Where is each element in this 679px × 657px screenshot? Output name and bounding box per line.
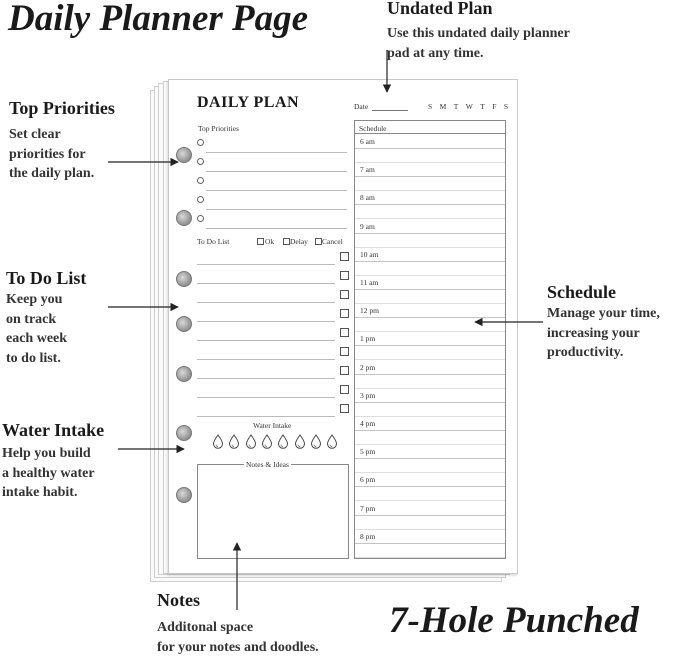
todo-line: on track xyxy=(6,310,67,330)
undated-line: pad at any time. xyxy=(387,44,570,64)
status-cancel-label: Cancel xyxy=(322,237,343,246)
todo-title: To Do List xyxy=(6,268,86,289)
date-label: Date xyxy=(354,102,368,111)
weekday-letter[interactable]: T xyxy=(480,102,485,111)
todo-label: To Do List xyxy=(197,237,229,246)
priorities-label: Top Priorities xyxy=(198,124,239,133)
planner-title: DAILY PLAN xyxy=(197,94,299,112)
water-label: Water Intake xyxy=(253,421,291,430)
water-line: a healthy water xyxy=(2,464,95,484)
priorities-line: the daily plan. xyxy=(9,164,94,184)
schedule-time-label: 1 pm xyxy=(360,334,375,343)
footer-headline: 7-Hole Punched xyxy=(389,599,639,642)
priorities-line: Set clear xyxy=(9,125,94,145)
weekday-letter[interactable]: S xyxy=(504,102,508,111)
notes-line: Additonal space xyxy=(157,618,319,638)
todo-line: Keep you xyxy=(6,290,67,310)
weekday-letter[interactable]: M xyxy=(440,102,447,111)
schedule-title: Schedule xyxy=(547,282,616,303)
schedule-time-label: 11 am xyxy=(360,278,378,287)
schedule-line: productivity. xyxy=(547,343,660,363)
priorities-line: priorities for xyxy=(9,145,94,165)
schedule-time-label: 5 pm xyxy=(360,447,375,456)
water-line: intake habit. xyxy=(2,483,95,503)
status-delay-label: Delay xyxy=(290,237,308,246)
priorities-title: Top Priorities xyxy=(9,98,115,119)
schedule-line: increasing your xyxy=(547,324,660,344)
page-headline: Daily Planner Page xyxy=(8,0,308,40)
status-ok-label: Ok xyxy=(265,237,274,246)
schedule-time-label: 7 pm xyxy=(360,504,375,513)
schedule-time-label: 10 am xyxy=(360,250,379,259)
undated-title: Undated Plan xyxy=(387,0,493,19)
schedule-time-label: 9 am xyxy=(360,222,375,231)
schedule-time-label: 6 am xyxy=(360,137,375,146)
schedule-time-label: 3 pm xyxy=(360,391,375,400)
weekday-letter[interactable]: F xyxy=(492,102,496,111)
weekday-letter[interactable]: S xyxy=(428,102,432,111)
schedule-time-label: 4 pm xyxy=(360,419,375,428)
water-title: Water Intake xyxy=(2,420,104,441)
schedule-label: Schedule xyxy=(359,124,387,133)
schedule-time-label: 12 pm xyxy=(360,306,379,315)
weekday-letter[interactable]: W xyxy=(466,102,473,111)
weekday-letter[interactable]: T xyxy=(454,102,459,111)
water-line: Help you build xyxy=(2,444,95,464)
todo-line: each week xyxy=(6,329,67,349)
notes-title: Notes xyxy=(157,590,200,611)
todo-line: to do list. xyxy=(6,349,67,369)
schedule-time-label: 7 am xyxy=(360,165,375,174)
undated-line: Use this undated daily planner xyxy=(387,24,570,44)
schedule-line: Manage your time, xyxy=(547,304,660,324)
schedule-time-label: 6 pm xyxy=(360,475,375,484)
schedule-time-label: 8 am xyxy=(360,193,375,202)
schedule-time-label: 2 pm xyxy=(360,363,375,372)
notes-line: for your notes and doodles. xyxy=(157,638,319,657)
notes-label: Notes & Ideas xyxy=(244,460,291,469)
schedule-time-label: 8 pm xyxy=(360,532,375,541)
